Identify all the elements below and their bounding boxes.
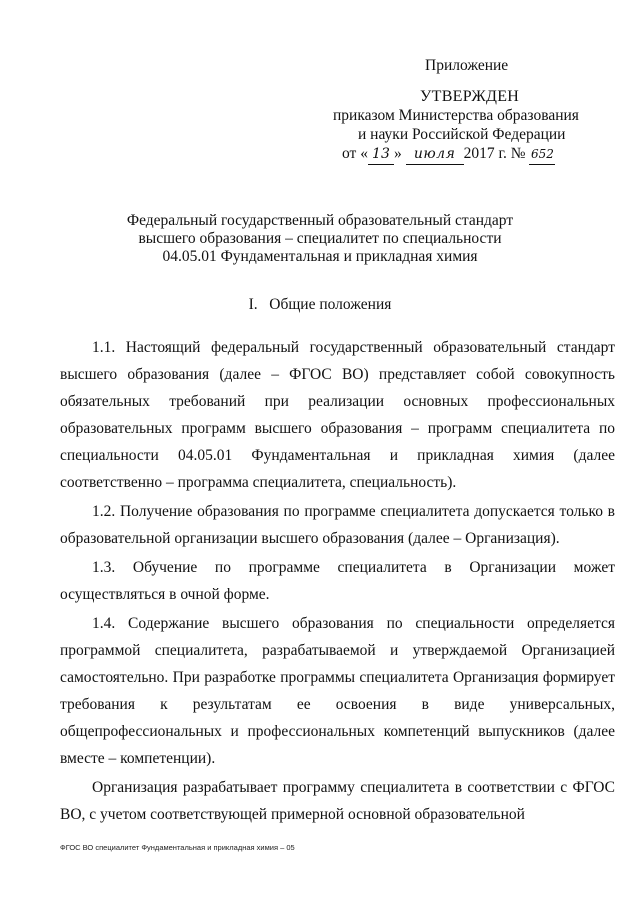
section-title: Общие положения xyxy=(269,296,392,313)
approved-stamp-label: УТВЕРЖДЕН xyxy=(420,88,520,105)
order-line-ministry: приказом Министерства образования xyxy=(333,107,579,124)
standard-title-line2: высшего образования – специалитет по специальности xyxy=(138,230,502,247)
order-date-line xyxy=(330,144,620,165)
paragraph-1-4: 1.4. Содержание высшего образования по специальности определяется программой специалитета, разрабатываемой и утверждаемой Организацией самостоятельно. При разработке программы специалитета Организация формирует требования к результатам ее освоения в виде универсальных, общепрофессиональных и профессиональных компетенций выпускников (далее вместе – компетенции). xyxy=(60,615,615,767)
order-line-federation: и науки Российской Федерации xyxy=(358,126,566,143)
handwritten-order-number: 652 xyxy=(529,145,555,165)
body-text xyxy=(60,334,615,830)
handwritten-day: 13 xyxy=(368,145,394,165)
section-heading xyxy=(0,296,640,314)
standard-title-line1: Федеральный государственный образовательный стандарт xyxy=(126,212,514,229)
appendix-label: Приложение xyxy=(425,57,509,74)
paragraph-organization: Организация разрабатывает программу специалитета в соответствии с ФГОС ВО, с учетом соответствующей примерной основной образовательной xyxy=(60,779,615,823)
date-prefix: от « xyxy=(342,145,368,162)
standard-title xyxy=(0,212,640,266)
paragraph-1-3: 1.3. Обучение по программе специалитета в Организации может осуществляться в очной форме. xyxy=(60,559,615,603)
section-number: I. xyxy=(248,296,258,313)
page-footer: ФГОС ВО специалитет Фундаментальная и прикладная химия – 05 xyxy=(60,843,295,852)
approval-block xyxy=(330,56,620,165)
date-close-quote: » xyxy=(393,145,402,162)
date-year: 2017 г. № xyxy=(463,145,526,162)
paragraph-1-2: 1.2. Получение образования по программе специалитета допускается только в образовательной организации высшего образования (далее – Организация). xyxy=(60,503,615,547)
handwritten-month: июля xyxy=(406,145,464,165)
paragraph-1-1: 1.1. Настоящий федеральный государственный образовательный стандарт высшего образования (далее – ФГОС ВО) представляет собой совокупность обязательных требований при реализации основных профессиональных образовательных программ высшего образования – программ специалитета по специальности 04.05.01 Фундаментальная и прикладная химия (далее соответственно – программа специалитета, специальность). xyxy=(60,339,615,491)
standard-title-line3: 04.05.01 Фундаментальная и прикладная химия xyxy=(162,248,478,265)
